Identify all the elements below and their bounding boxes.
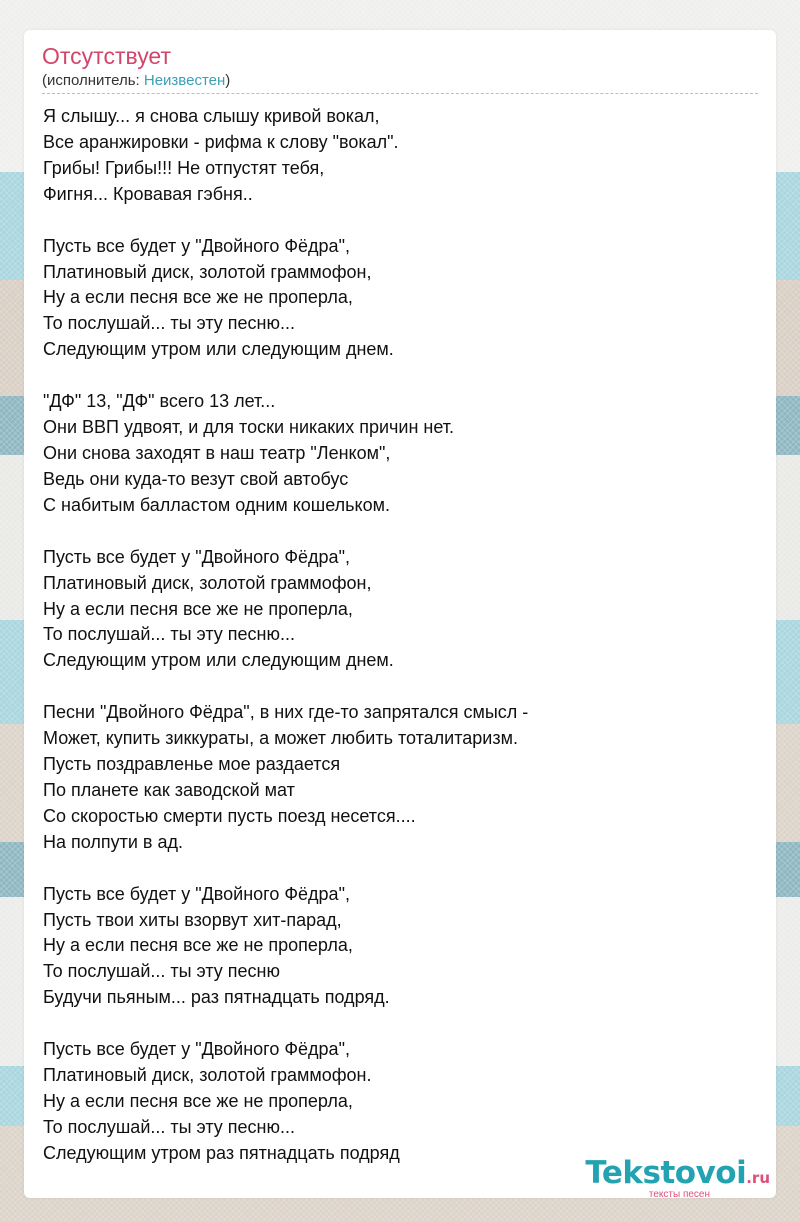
lyric-line: Ведь они куда-то везут свой автобус bbox=[43, 468, 349, 489]
lyric-line: Песни "Двойного Фёдра", в них где-то запрятался смысл - bbox=[43, 702, 529, 723]
lyric-line: Может, купить зиккураты, а может любить тоталитаризм. bbox=[43, 728, 518, 749]
lyric-line: То послушай... ты эту песню... bbox=[43, 624, 295, 645]
lyric-line: Фигня... Кровавая гэбня.. bbox=[43, 183, 253, 204]
lyrics-stanza bbox=[43, 882, 758, 1012]
lyric-line: Пусть твои хиты взорвут хит-парад, bbox=[43, 909, 342, 930]
site-logo[interactable] bbox=[560, 1156, 770, 1202]
lyric-line: То послушай... ты эту песню... bbox=[43, 313, 295, 334]
lyric-line: Платиновый диск, золотой граммофон, bbox=[43, 572, 372, 593]
lyric-line: Ну а если песня все же не проперла, bbox=[43, 287, 353, 308]
lyric-line: Все аранжировки - рифма к слову "вокал". bbox=[43, 131, 399, 152]
artist-prefix: (исполнитель: bbox=[42, 72, 144, 89]
lyric-line: Пусть все будет у "Двойного Фёдра", bbox=[43, 883, 350, 904]
lyric-line: Ну а если песня все же не проперла, bbox=[43, 935, 353, 956]
lyric-line: То послушай... ты эту песню... bbox=[43, 1116, 295, 1137]
artist-link[interactable]: Неизвестен bbox=[143, 72, 226, 89]
lyric-line: Со скоростью смерти пусть поезд несется.... bbox=[43, 805, 416, 826]
lyrics-body bbox=[43, 104, 758, 1193]
lyric-line: "ДФ" 13, "ДФ" всего 13 лет... bbox=[43, 391, 276, 412]
dashed-divider bbox=[42, 93, 758, 94]
lyric-line: На полпути в ад. bbox=[43, 831, 184, 852]
lyric-line: Следующим утром или следующим днем. bbox=[43, 339, 394, 360]
lyric-line: Они снова заходят в наш театр "Ленком", bbox=[43, 442, 391, 463]
lyric-line: То послушай... ты эту песню bbox=[43, 961, 280, 982]
lyric-line: Пусть все будет у "Двойного Фёдра", bbox=[43, 546, 350, 567]
logo-main-text: Tekstovoi bbox=[585, 1155, 747, 1191]
song-title: Отсутствует bbox=[42, 43, 171, 69]
lyric-line: Грибы! Грибы!!! Не отпустят тебя, bbox=[43, 157, 325, 178]
lyric-line: Пусть все будет у "Двойного Фёдра", bbox=[43, 1039, 350, 1060]
lyrics-stanza bbox=[43, 104, 758, 208]
lyric-line: С набитым балластом одним кошельком. bbox=[43, 494, 391, 515]
lyric-line: Ну а если песня все же не проперла, bbox=[43, 1091, 353, 1111]
lyric-line: Они ВВП удвоят, и для тоски никаких причин нет. bbox=[43, 417, 455, 438]
lyric-line: Пусть все будет у "Двойного Фёдра", bbox=[43, 235, 350, 256]
lyrics-stanza bbox=[43, 545, 758, 675]
lyric-line: Ну а если песня все же не проперла, bbox=[43, 598, 353, 619]
lyric-line: Платиновый диск, золотой граммофон, bbox=[43, 261, 372, 282]
lyric-line: Платиновый диск, золотой граммофон. bbox=[43, 1065, 372, 1086]
lyric-line: Следующим утром раз пятнадцать подряд bbox=[43, 1142, 400, 1163]
lyrics-stanza bbox=[43, 1037, 758, 1167]
lyrics-stanza bbox=[43, 700, 758, 855]
logo-tld: .ru bbox=[746, 1169, 770, 1187]
lyric-line: Пусть поздравленье мое раздается bbox=[43, 754, 341, 775]
logo-subtitle: тексты песен bbox=[648, 1189, 710, 1200]
artist-suffix: ) bbox=[225, 72, 231, 89]
lyric-line: По планете как заводской мат bbox=[43, 779, 295, 800]
lyrics-stanza bbox=[43, 234, 758, 364]
lyric-line: Будучи пьяным... раз пятнадцать подряд. bbox=[43, 987, 390, 1008]
lyrics-stanza bbox=[43, 389, 758, 519]
lyrics-card bbox=[24, 30, 776, 1198]
lyric-line: Я слышу... я снова слышу кривой вокал, bbox=[43, 106, 380, 126]
lyric-line: Следующим утром или следующим днем. bbox=[43, 650, 394, 671]
artist-line bbox=[42, 72, 230, 90]
